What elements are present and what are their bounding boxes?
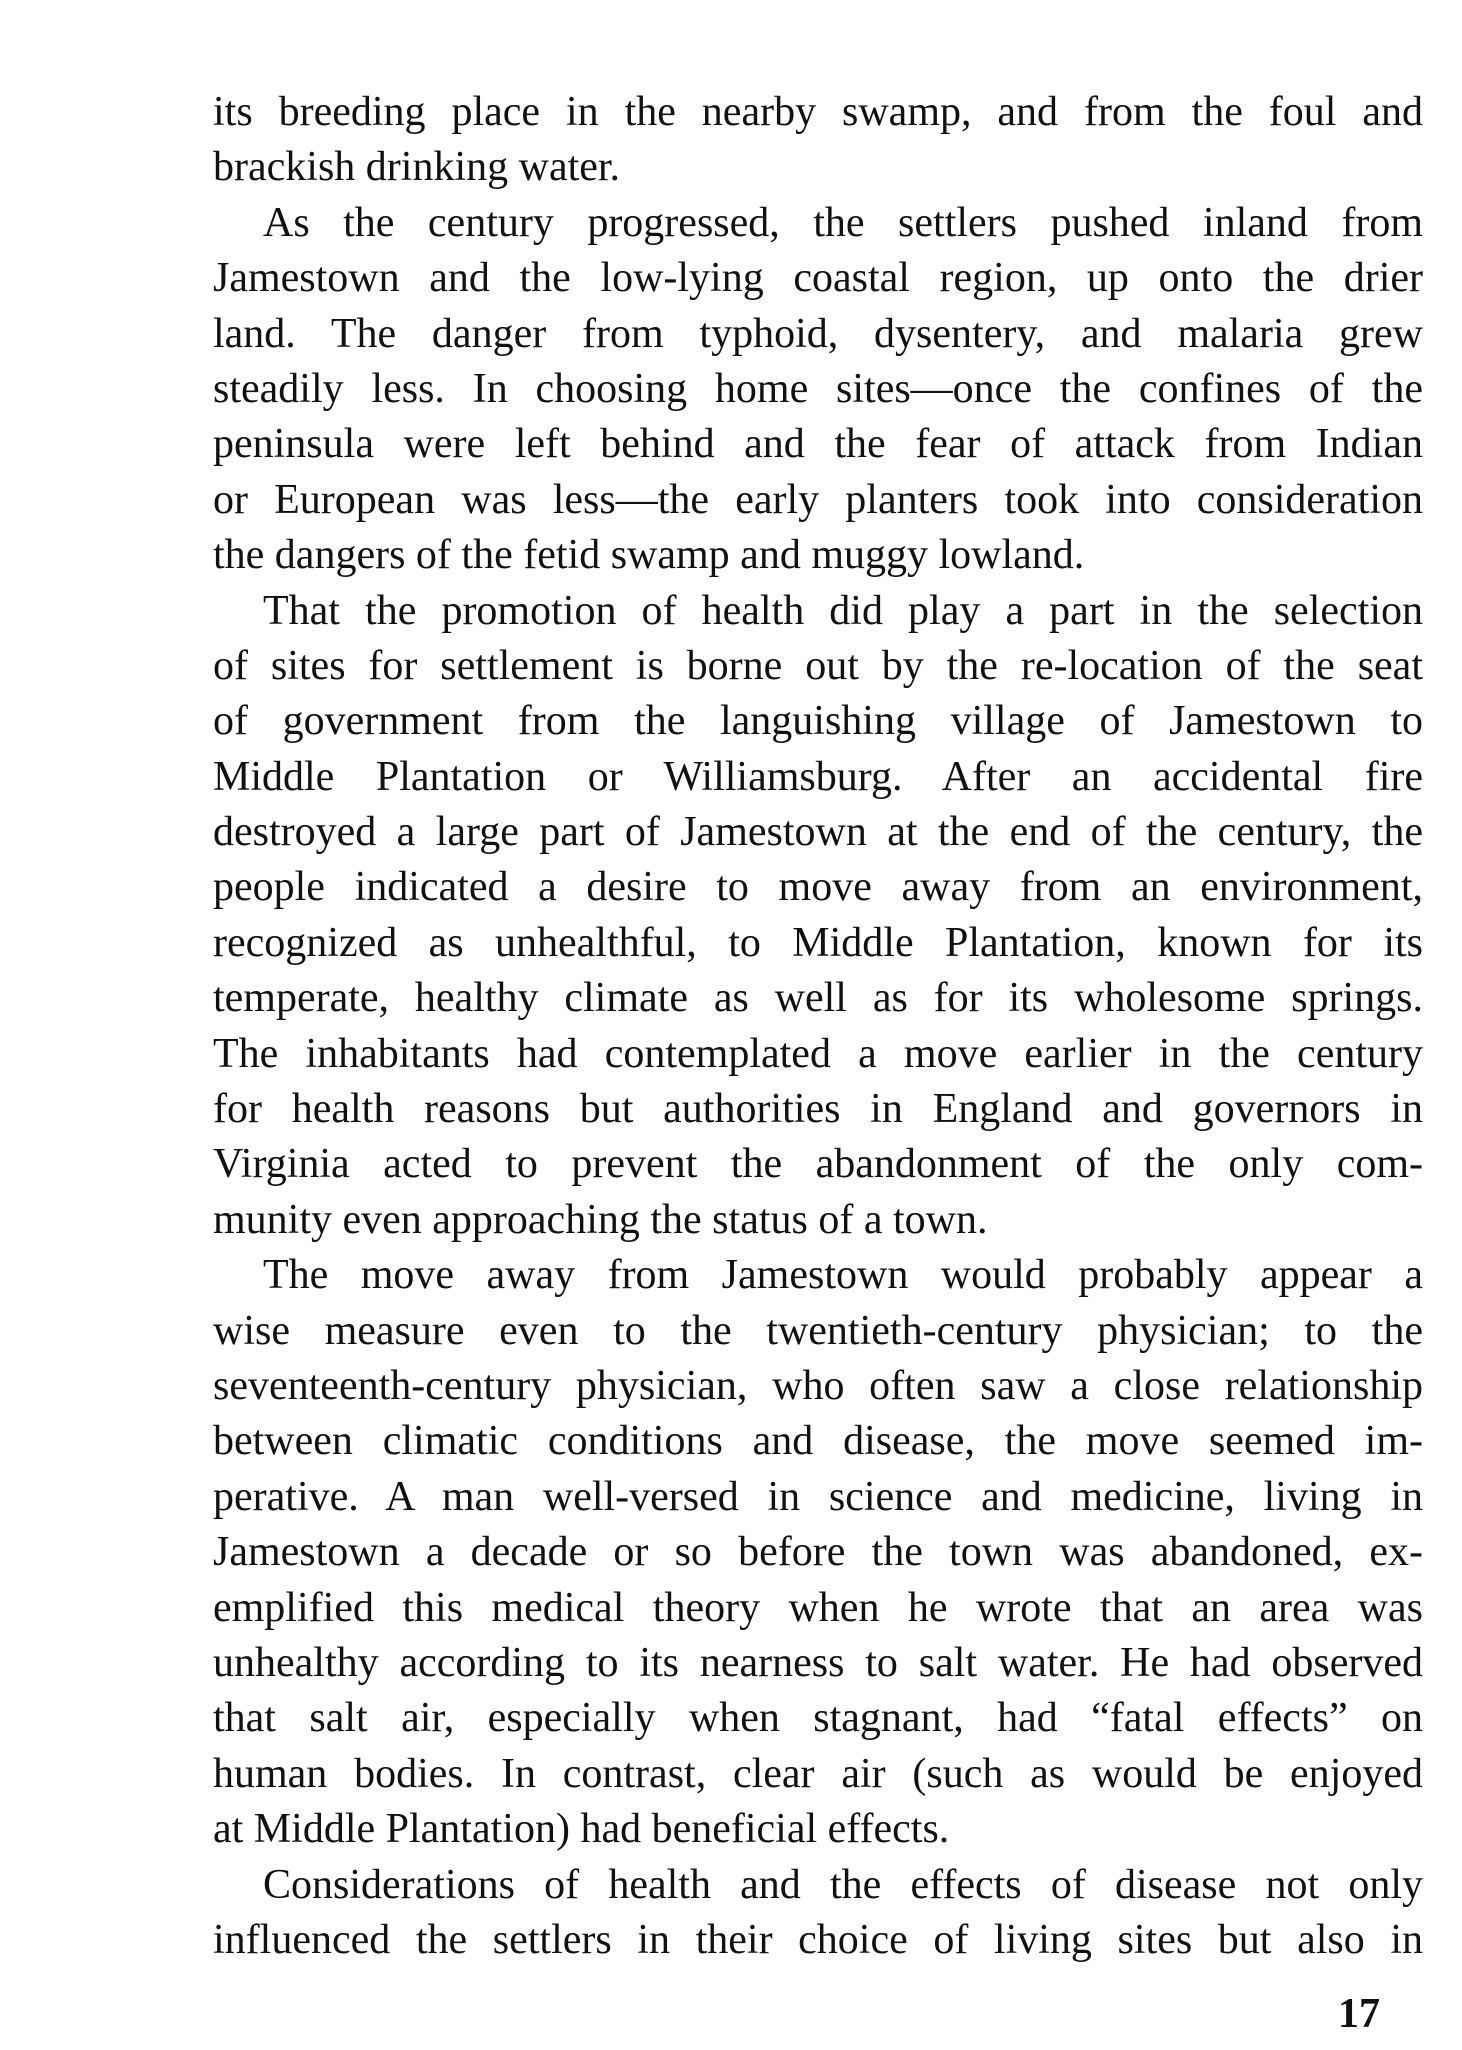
paragraph: [213, 85, 1423, 196]
text-line: As the century progressed, the settlers pushed inland from: [263, 199, 1423, 246]
text-line: that salt air, especially when stagnant, had “fatal effects” on: [213, 1695, 1423, 1742]
text-line: Jamestown a decade or so before the town was abandoned, ex-: [213, 1529, 1423, 1576]
text-line: of sites for settlement is borne out by the re-location of the seat: [213, 642, 1423, 689]
text-line: munity even approaching the status of a town.: [213, 1196, 988, 1243]
text-line: its breeding place in the nearby swamp, and from the foul and: [213, 89, 1423, 135]
page-number: 17: [1338, 1991, 1380, 2037]
text-line: Middle Plantation or Williamsburg. After an accidental fire: [213, 753, 1423, 800]
text-line: brackish drinking water.: [213, 144, 621, 191]
text-line: influenced the settlers in their choice of living sites but also in: [213, 1916, 1423, 1963]
paragraph: [213, 584, 1423, 1249]
text-line: land. The danger from typhoid, dysentery, and malaria grew: [213, 310, 1423, 357]
text-line: people indicated a desire to move away from an environment,: [213, 864, 1423, 911]
text-line: at Middle Plantation) had beneficial effects.: [213, 1806, 950, 1853]
text-line: recognized as unhealthful, to Middle Plantation, known for its: [213, 919, 1423, 966]
text-line: peninsula were left behind and the fear of attack from Indian: [213, 421, 1423, 468]
text-line: perative. A man well-versed in science and medicine, living in: [213, 1473, 1423, 1520]
text-line: steadily less. In choosing home sites—once the confines of the: [213, 365, 1423, 412]
text-line: unhealthy according to its nearness to salt water. He had observed: [213, 1639, 1423, 1686]
text-line: for health reasons but authorities in England and governors in: [213, 1086, 1423, 1133]
text-line: of government from the languishing village of Jamestown to: [213, 698, 1423, 745]
paragraph: [213, 1858, 1423, 1969]
text-line: The inhabitants had contemplated a move earlier in the century: [213, 1030, 1423, 1077]
text-line: The move away from Jamestown would probably appear a: [263, 1252, 1423, 1299]
text-line: temperate, healthy climate as well as for its wholesome springs.: [213, 975, 1423, 1022]
body-text: [213, 85, 1423, 1968]
text-line: Virginia acted to prevent the abandonment of the only com-: [213, 1141, 1423, 1188]
text-line: Jamestown and the low-lying coastal region, up onto the drier: [213, 255, 1423, 302]
text-line: seventeenth-century physician, who often saw a close relationship: [213, 1362, 1423, 1409]
text-line: between climatic conditions and disease, the move seemed im-: [213, 1418, 1423, 1465]
paragraph: [213, 1248, 1423, 1857]
text-line: Considerations of health and the effects of disease not only: [263, 1861, 1423, 1908]
paragraph: [213, 196, 1423, 584]
text-line: destroyed a large part of Jamestown at the end of the century, the: [213, 809, 1423, 856]
text-line: wise measure even to the twentieth-century physician; to the: [213, 1307, 1423, 1354]
text-line: That the promotion of health did play a part in the selection: [263, 587, 1423, 634]
text-line: or European was less—the early planters took into consideration: [213, 476, 1423, 523]
text-line: human bodies. In contrast, clear air (such as would be enjoyed: [213, 1750, 1423, 1797]
text-line: emplified this medical theory when he wrote that an area was: [213, 1584, 1423, 1631]
text-line: the dangers of the fetid swamp and muggy lowland.: [213, 532, 1085, 579]
